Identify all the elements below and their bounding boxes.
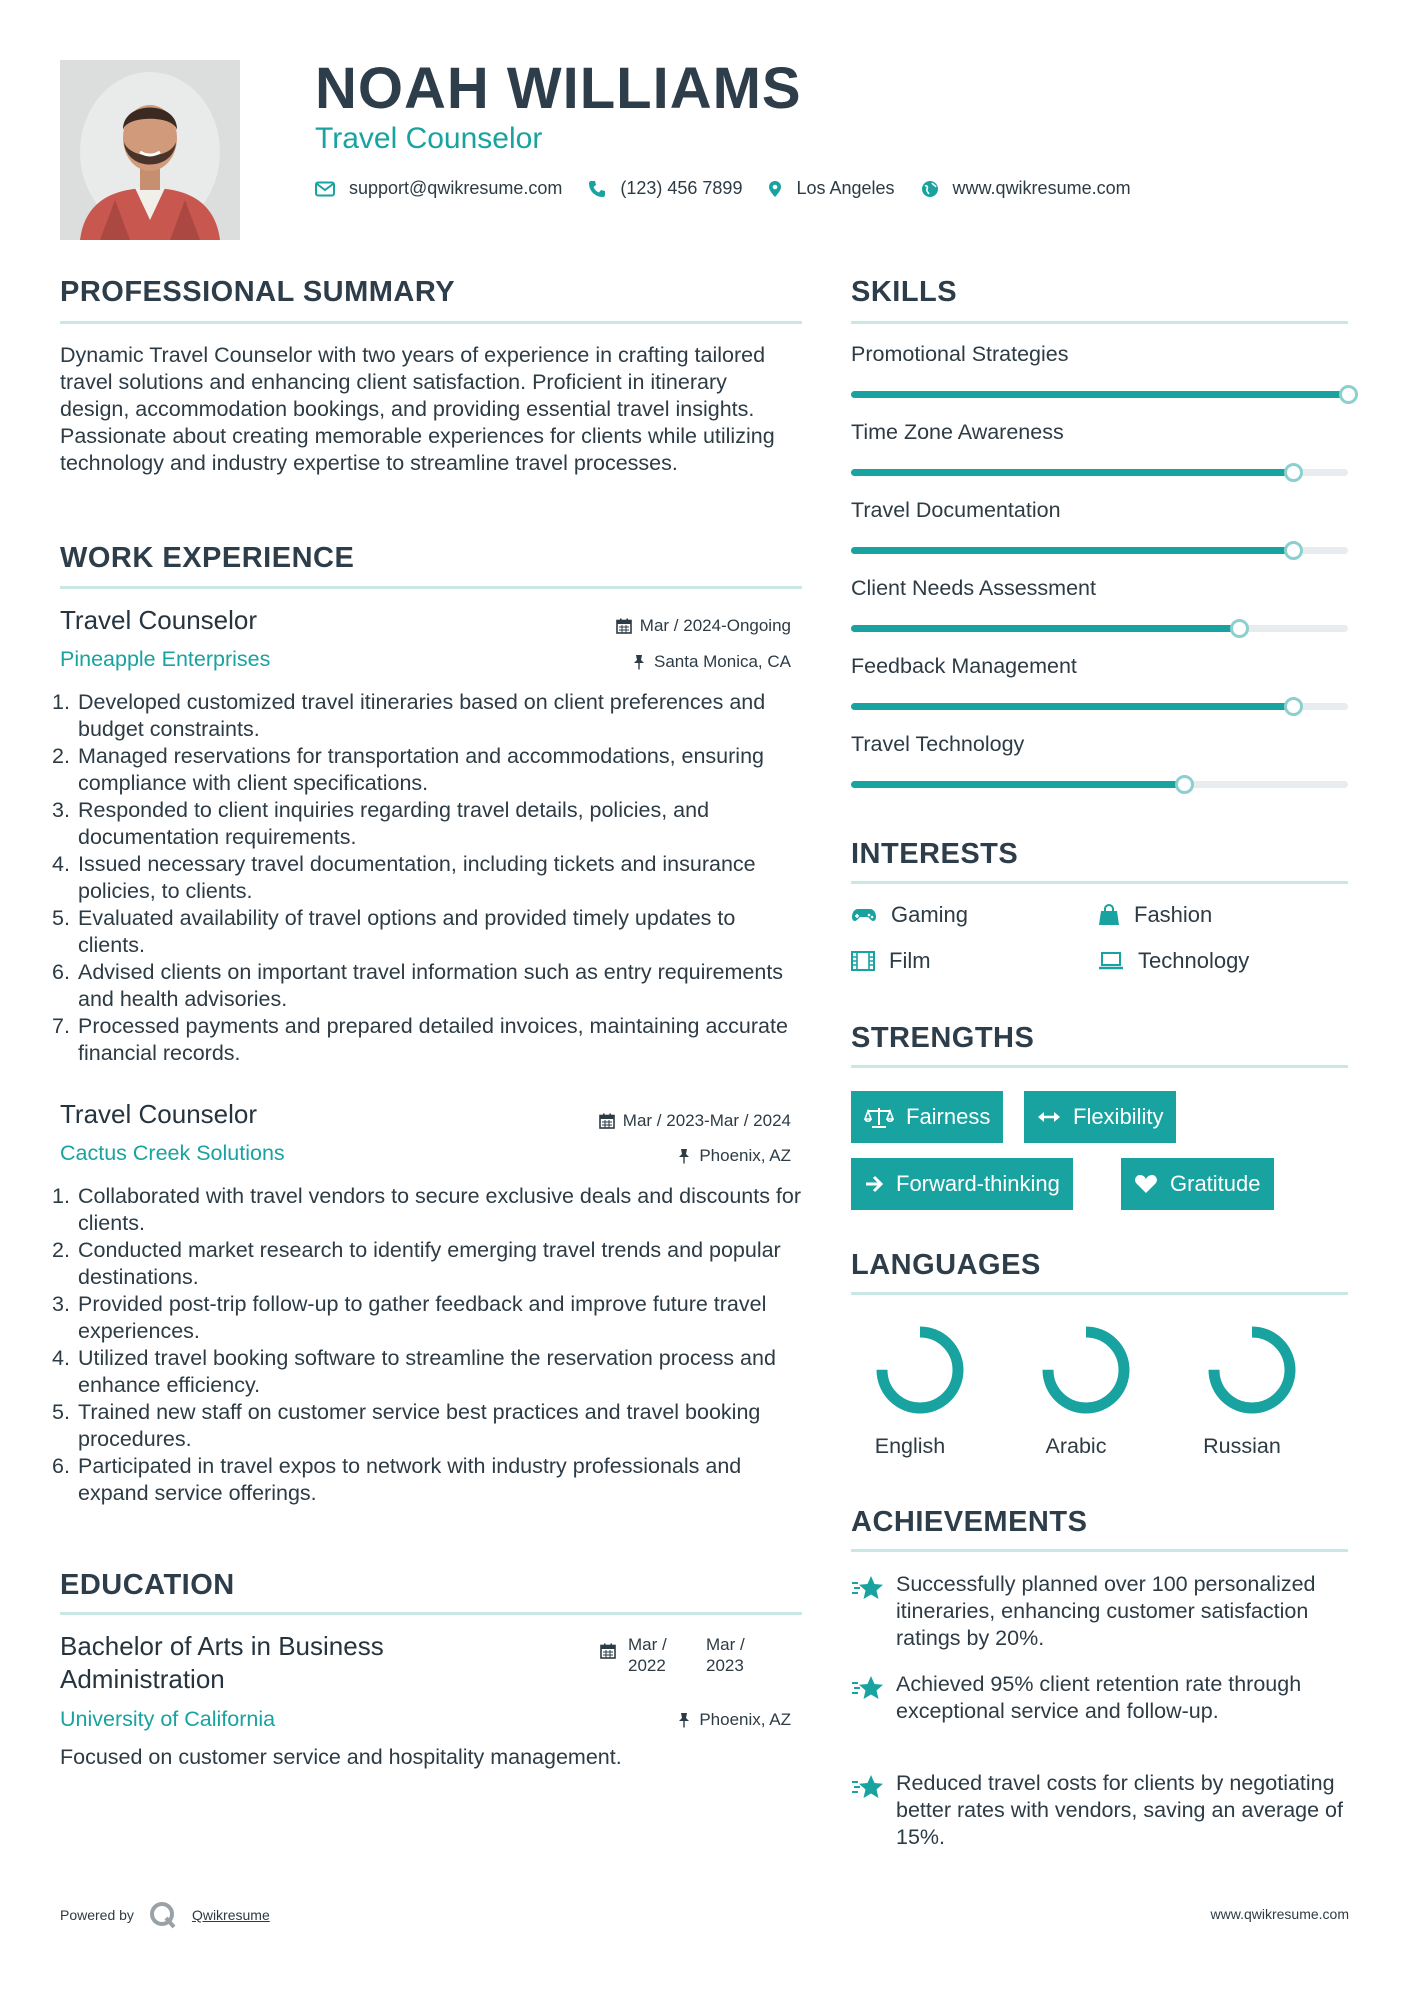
education-end-date — [706, 1634, 745, 1676]
strength-badge-gratitude — [1121, 1158, 1274, 1210]
list-item: Processed payments and prepared detailed invoices, maintaining accurate financial records. — [78, 1014, 788, 1065]
end-year: 2023 — [706, 1656, 744, 1675]
candidate-name: NOAH WILLIAMS — [315, 56, 802, 121]
job-dates — [616, 616, 791, 636]
shopping-bag-icon — [1098, 904, 1120, 926]
arrows-horizontal-icon — [1037, 1110, 1061, 1124]
degree-title: Bachelor of Arts in Business Administration — [60, 1631, 384, 1694]
star-icon — [851, 1675, 885, 1703]
skill-bar-knob — [1284, 541, 1303, 560]
skill-bar-knob — [1284, 697, 1303, 716]
star-icon — [851, 1774, 885, 1802]
skill-bar — [851, 703, 1348, 710]
list-item: Advised clients on important travel information such as entry requirements and health advisories. — [78, 960, 784, 1011]
job-location — [632, 652, 791, 672]
strengths-divider — [851, 1065, 1348, 1068]
skills-heading: SKILLS — [851, 276, 958, 308]
interest-item-fashion — [1098, 902, 1212, 928]
skill-bar — [851, 781, 1348, 788]
strength-label: Flexibility — [1073, 1104, 1164, 1129]
film-icon — [851, 951, 875, 971]
skill-bar — [851, 391, 1348, 398]
footer-powered-by — [60, 1900, 270, 1930]
language-ring-arc — [1048, 1332, 1124, 1408]
skill-label: Travel Documentation — [851, 498, 1061, 522]
interest-item-film — [851, 948, 931, 974]
start-year: 2022 — [628, 1656, 666, 1675]
arrow-right-icon — [864, 1174, 884, 1194]
pushpin-icon — [677, 1148, 691, 1164]
list-item: Issued necessary travel documentation, including tickets and insurance policies, to clients. — [78, 852, 756, 903]
powered-by-text: Powered by — [60, 1907, 134, 1923]
strength-label: Forward-thinking — [896, 1171, 1060, 1196]
summary-text: Dynamic Travel Counselor with two years of experience in crafting tailored travel solutions and enhancing client satisfaction. Proficient in itinerary design, accommodation bookings, and providing essential travel insights. Passionate about creating memorable experiences for clients while utilizing technology and industry expertise to streamline travel processes. — [60, 343, 775, 475]
strength-badge-flexibility — [1024, 1091, 1176, 1143]
pushpin-icon — [632, 654, 646, 670]
job-location-text: Santa Monica, CA — [653, 652, 791, 671]
job-dates — [599, 1111, 791, 1131]
education-location — [677, 1710, 791, 1730]
location-text: Los Angeles — [796, 178, 895, 198]
skill-bar-knob — [1230, 619, 1249, 638]
list-item: Developed customized travel itineraries based on client preferences and budget constraints. — [78, 690, 766, 741]
interest-label: Technology — [1138, 948, 1250, 973]
qwikresume-logo-icon — [148, 1900, 178, 1930]
contact-email[interactable] — [315, 178, 562, 199]
interests-heading: INTERESTS — [851, 838, 1019, 870]
strength-badge-fairness — [851, 1091, 1003, 1143]
skill-label: Client Needs Assessment — [851, 576, 1096, 600]
interest-item-technology — [1098, 948, 1249, 974]
skill-label: Feedback Management — [851, 654, 1077, 678]
summary-heading: PROFESSIONAL SUMMARY — [60, 276, 456, 308]
list-item: Evaluated availability of travel options and provided timely updates to clients. — [78, 906, 736, 957]
interests-divider — [851, 881, 1348, 884]
experience-heading: WORK EXPERIENCE — [60, 542, 355, 574]
languages-divider — [851, 1292, 1348, 1295]
list-item: Trained new staff on customer service best practices and travel booking procedures. — [78, 1400, 761, 1451]
strength-label: Fairness — [906, 1104, 991, 1129]
interest-label: Fashion — [1134, 902, 1213, 927]
interest-label: Gaming — [891, 902, 969, 927]
envelope-icon — [315, 181, 335, 197]
achievement-text: Achieved 95% client retention rate through exceptional service and follow-up. — [896, 1672, 1302, 1723]
job-title: Travel Counselor — [60, 605, 258, 635]
calendar-icon — [616, 618, 632, 634]
skill-bar-fill — [851, 703, 1293, 710]
star-icon — [851, 1575, 885, 1603]
end-month: Mar / — [706, 1635, 745, 1654]
pushpin-icon — [677, 1712, 691, 1728]
job-duties-list — [52, 1183, 802, 1507]
company-name: Cactus Creek Solutions — [60, 1141, 285, 1165]
achievement-text: Reduced travel costs for clients by negotiating better rates with vendors, saving an average of 15%. — [896, 1771, 1343, 1849]
language-label: Arabic — [1045, 1434, 1107, 1458]
skills-divider — [851, 321, 1348, 324]
job-title: Travel Counselor — [60, 1099, 258, 1129]
skill-label: Promotional Strategies — [851, 342, 1069, 366]
calendar-icon — [600, 1643, 616, 1659]
footer-url[interactable]: www.qwikresume.com — [1210, 1906, 1349, 1922]
strengths-heading: STRENGTHS — [851, 1022, 1035, 1054]
language-gauge — [1192, 1320, 1312, 1425]
job-location-text: Phoenix, AZ — [699, 1146, 791, 1165]
start-month: Mar / — [628, 1635, 667, 1654]
profile-photo — [60, 60, 240, 240]
skill-label: Travel Technology — [851, 732, 1025, 756]
skill-bar-fill — [851, 469, 1293, 476]
contact-website[interactable] — [921, 178, 1131, 199]
language-gauge — [860, 1320, 980, 1425]
skill-bar-fill — [851, 625, 1239, 632]
contact-bar — [315, 178, 1157, 199]
experience-divider — [60, 586, 802, 589]
contact-location — [768, 178, 894, 199]
list-item: Provided post-trip follow-up to gather feedback and improve future travel experiences. — [78, 1292, 767, 1343]
interest-label: Film — [889, 948, 931, 973]
phone-icon — [588, 180, 606, 198]
strength-label: Gratitude — [1170, 1171, 1261, 1196]
skill-bar — [851, 469, 1348, 476]
education-heading: EDUCATION — [60, 1569, 235, 1601]
contact-phone[interactable] — [588, 178, 742, 199]
interest-item-gaming — [851, 902, 968, 928]
school-name: University of California — [60, 1707, 276, 1731]
candidate-title: Travel Counselor — [315, 122, 543, 155]
qwikresume-link[interactable]: Qwikresume — [191, 1907, 270, 1923]
education-divider — [60, 1612, 802, 1615]
language-ring-arc — [882, 1332, 958, 1408]
skill-bar-knob — [1175, 775, 1194, 794]
list-item: Responded to client inquiries regarding travel details, policies, and documentation requirements. — [78, 798, 710, 849]
skill-bar-fill — [851, 391, 1348, 398]
list-item: Collaborated with travel vendors to secure exclusive deals and discounts for clients. — [78, 1184, 802, 1235]
language-label: English — [874, 1434, 946, 1458]
globe-icon — [921, 180, 939, 198]
balance-scale-icon — [864, 1106, 894, 1128]
skill-bar — [851, 547, 1348, 554]
job-dates-text: Mar / 2024-Ongoing — [639, 616, 791, 635]
language-ring-arc — [1214, 1332, 1290, 1408]
education-description: Focused on customer service and hospitality management. — [60, 1745, 622, 1769]
summary-divider — [60, 321, 802, 324]
gamepad-icon — [851, 906, 877, 924]
map-pin-icon — [768, 180, 782, 198]
list-item: Participated in travel expos to network with industry professionals and expand service offerings. — [78, 1454, 742, 1505]
phone-text: (123) 456 7899 — [620, 178, 743, 198]
skill-bar-fill — [851, 547, 1293, 554]
education-location-text: Phoenix, AZ — [699, 1710, 791, 1729]
company-name: Pineapple Enterprises — [60, 647, 271, 671]
education-calendar — [600, 1643, 616, 1664]
laptop-icon — [1098, 952, 1124, 970]
skill-bar-fill — [851, 781, 1184, 788]
achievements-divider — [851, 1549, 1348, 1552]
languages-heading: LANGUAGES — [851, 1249, 1041, 1281]
website-text: www.qwikresume.com — [952, 178, 1131, 198]
calendar-icon — [599, 1113, 615, 1129]
job-location — [677, 1146, 791, 1166]
language-label: Russian — [1203, 1434, 1281, 1458]
achievement-text: Successfully planned over 100 personalized itineraries, enhancing customer satisfaction ratings by 20%. — [896, 1572, 1316, 1650]
education-start-date — [628, 1634, 667, 1676]
skill-bar-knob — [1284, 463, 1303, 482]
achievements-heading: ACHIEVEMENTS — [851, 1506, 1088, 1538]
list-item: Utilized travel booking software to streamline the reservation process and enhance efficiency. — [78, 1346, 776, 1397]
job-dates-text: Mar / 2023-Mar / 2024 — [622, 1111, 791, 1130]
job-duties-list — [52, 689, 802, 1067]
language-ring — [870, 1320, 970, 1420]
language-ring — [1036, 1320, 1136, 1420]
strength-badge-forward-thinking — [851, 1158, 1073, 1210]
list-item: Conducted market research to identify emerging travel trends and popular destinations. — [78, 1238, 781, 1289]
language-ring — [1202, 1320, 1302, 1420]
skill-label: Time Zone Awareness — [851, 420, 1064, 444]
skill-bar — [851, 625, 1348, 632]
language-gauge — [1026, 1320, 1146, 1425]
skill-bar-knob — [1339, 385, 1358, 404]
list-item: Managed reservations for transportation and accommodations, ensuring compliance with client specifications. — [78, 744, 764, 795]
heart-icon — [1134, 1174, 1158, 1194]
email-text: support@qwikresume.com — [349, 178, 563, 198]
